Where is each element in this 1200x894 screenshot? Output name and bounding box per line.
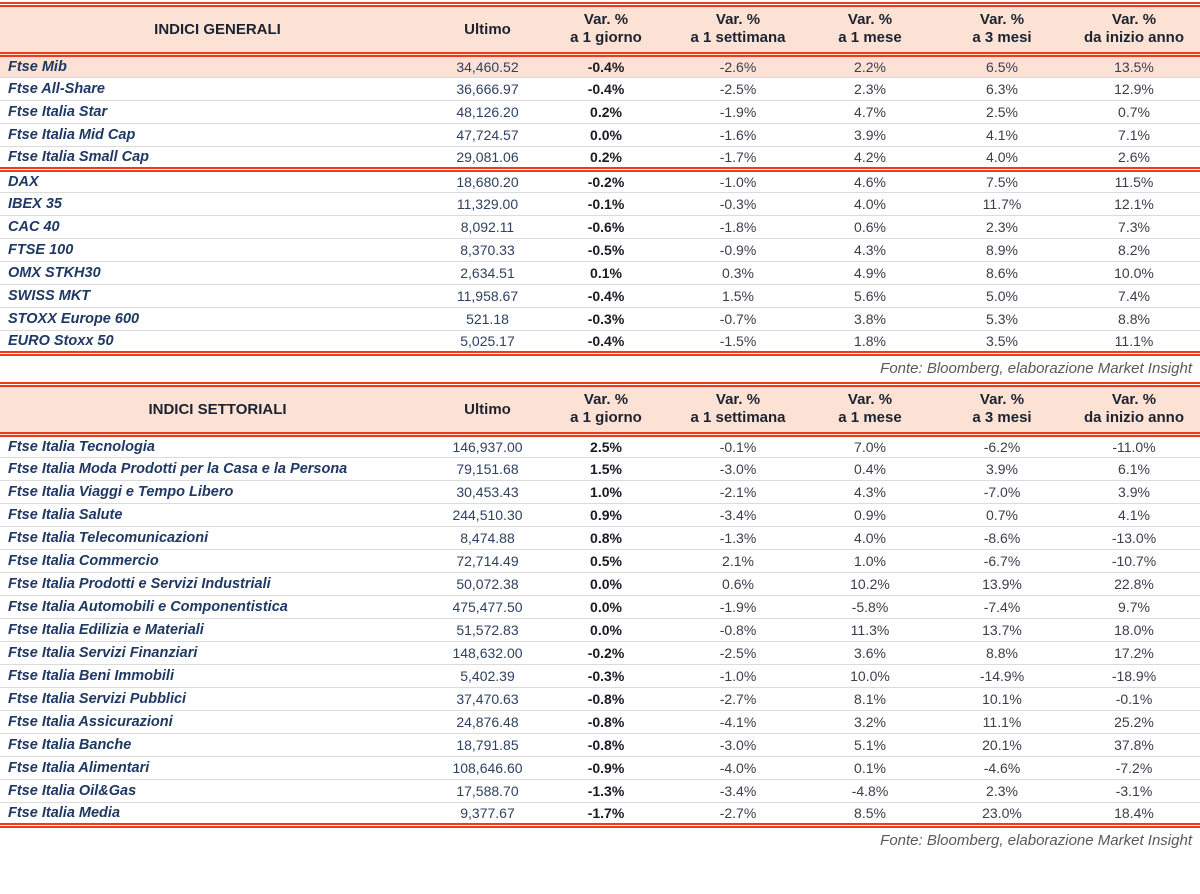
table-row (0, 55, 1200, 78)
column-header-var-1-mese (804, 5, 936, 55)
var-1-giorno-value: 0.5% (540, 550, 672, 573)
index-name: Ftse Italia Assicurazioni (0, 711, 435, 734)
column-header-var-3-mesi (936, 385, 1068, 435)
var-value: 7.5% (936, 170, 1068, 193)
ultimo-value: 11,958.67 (435, 285, 540, 308)
var-label: Var. % (979, 11, 1025, 28)
index-name: Ftse Mib (0, 55, 435, 78)
ultimo-value: 18,680.20 (435, 170, 540, 193)
ultimo-value: 9,377.67 (435, 803, 540, 826)
var-label: Var. % (583, 391, 629, 408)
var-value: -0.1% (672, 435, 804, 458)
var-value: 7.0% (804, 435, 936, 458)
var-value: 3.9% (936, 458, 1068, 481)
table-row (0, 193, 1200, 216)
var-value: -1.3% (672, 527, 804, 550)
var-value: 6.3% (936, 78, 1068, 101)
index-name: OMX STKH30 (0, 262, 435, 285)
var-value: -7.4% (936, 596, 1068, 619)
var-value: -6.2% (936, 435, 1068, 458)
period-label: a 3 mesi (972, 409, 1032, 426)
table-row (0, 665, 1200, 688)
var-1-giorno-value: -1.7% (540, 803, 672, 826)
table-row (0, 734, 1200, 757)
column-header-var-1-settimana (672, 5, 804, 55)
ultimo-value: 30,453.43 (435, 481, 540, 504)
table-row (0, 573, 1200, 596)
var-1-giorno-value: 0.8% (540, 527, 672, 550)
var-value: -14.9% (936, 665, 1068, 688)
var-value: -5.8% (804, 596, 936, 619)
var-value: 13.7% (936, 619, 1068, 642)
var-label: Var. % (1111, 11, 1157, 28)
column-header-var-inizio-anno (1068, 5, 1200, 55)
var-value: -2.7% (672, 688, 804, 711)
var-1-giorno-value: 0.0% (540, 596, 672, 619)
var-value: 11.7% (936, 193, 1068, 216)
period-label: a 1 mese (838, 29, 902, 46)
var-label: Var. % (715, 11, 761, 28)
var-value: -18.9% (1068, 665, 1200, 688)
index-name: EURO Stoxx 50 (0, 331, 435, 354)
period-label: a 1 giorno (570, 29, 642, 46)
var-value: 8.5% (804, 803, 936, 826)
indici-generali-section (0, 2, 1200, 382)
table-row (0, 527, 1200, 550)
var-value: -1.9% (672, 596, 804, 619)
ultimo-value: 146,937.00 (435, 435, 540, 458)
var-value: 4.2% (804, 147, 936, 170)
var-value: 1.5% (672, 285, 804, 308)
var-label: Var. % (1111, 391, 1157, 408)
table-row (0, 803, 1200, 826)
table-row (0, 101, 1200, 124)
var-value: -3.4% (672, 504, 804, 527)
ultimo-value: 244,510.30 (435, 504, 540, 527)
var-value: 7.4% (1068, 285, 1200, 308)
var-value: 18.0% (1068, 619, 1200, 642)
period-label: da inizio anno (1084, 409, 1184, 426)
var-value: 3.6% (804, 642, 936, 665)
ultimo-value: 521.18 (435, 308, 540, 331)
index-name: Ftse All-Share (0, 78, 435, 101)
var-value: 0.6% (804, 216, 936, 239)
source-note: Fonte: Bloomberg, elaborazione Market Insight (880, 832, 1192, 849)
index-name: Ftse Italia Automobili e Componentistica (0, 596, 435, 619)
table-row (0, 504, 1200, 527)
column-header-var-1-settimana (672, 385, 804, 435)
var-value: 9.7% (1068, 596, 1200, 619)
index-name: Ftse Italia Media (0, 803, 435, 826)
var-value: 4.0% (936, 147, 1068, 170)
var-label: Var. % (847, 11, 893, 28)
var-value: -3.0% (672, 734, 804, 757)
var-value: 0.6% (672, 573, 804, 596)
period-label: da inizio anno (1084, 29, 1184, 46)
var-1-giorno-value: -0.4% (540, 78, 672, 101)
var-label: Var. % (715, 391, 761, 408)
var-value: -0.3% (672, 193, 804, 216)
table-row (0, 481, 1200, 504)
table-row (0, 458, 1200, 481)
var-value: 4.9% (804, 262, 936, 285)
var-1-giorno-value: -1.3% (540, 780, 672, 803)
table-row (0, 596, 1200, 619)
ultimo-value: 5,402.39 (435, 665, 540, 688)
var-value: 3.2% (804, 711, 936, 734)
column-header-var-3-mesi (936, 5, 1068, 55)
index-name: DAX (0, 170, 435, 193)
index-name: Ftse Italia Servizi Pubblici (0, 688, 435, 711)
indici-generali-table (0, 2, 1200, 356)
ultimo-value: 34,460.52 (435, 55, 540, 78)
var-1-giorno-value: -0.6% (540, 216, 672, 239)
ultimo-value: 36,666.97 (435, 78, 540, 101)
index-name: CAC 40 (0, 216, 435, 239)
var-1-giorno-value: 2.5% (540, 435, 672, 458)
table-row (0, 285, 1200, 308)
period-label: a 1 settimana (690, 29, 786, 46)
table-row (0, 308, 1200, 331)
index-name: Ftse Italia Mid Cap (0, 124, 435, 147)
var-value: 2.6% (1068, 147, 1200, 170)
table-row (0, 550, 1200, 573)
var-value: 2.1% (672, 550, 804, 573)
var-1-giorno-value: -0.8% (540, 711, 672, 734)
var-label: Var. % (847, 391, 893, 408)
table-row (0, 170, 1200, 193)
var-value: 2.5% (936, 101, 1068, 124)
var-value: -4.1% (672, 711, 804, 734)
table-title: INDICI SETTORIALI (0, 385, 435, 435)
var-value: 13.5% (1068, 55, 1200, 78)
period-label: a 1 giorno (570, 409, 642, 426)
var-value: 7.1% (1068, 124, 1200, 147)
table-row (0, 124, 1200, 147)
var-1-giorno-value: -0.4% (540, 55, 672, 78)
period-label: a 3 mesi (972, 29, 1032, 46)
var-value: 8.2% (1068, 239, 1200, 262)
ultimo-value: 8,474.88 (435, 527, 540, 550)
ultimo-value: 5,025.17 (435, 331, 540, 354)
index-name: Ftse Italia Oil&Gas (0, 780, 435, 803)
var-value: -2.5% (672, 642, 804, 665)
table-header (0, 5, 1200, 55)
index-name: Ftse Italia Commercio (0, 550, 435, 573)
column-header-var-1-giorno (540, 385, 672, 435)
var-value: -7.2% (1068, 757, 1200, 780)
table-row (0, 262, 1200, 285)
table-row (0, 642, 1200, 665)
var-value: 12.1% (1068, 193, 1200, 216)
ultimo-value: 24,876.48 (435, 711, 540, 734)
var-value: 18.4% (1068, 803, 1200, 826)
var-value: -7.0% (936, 481, 1068, 504)
var-value: 0.9% (804, 504, 936, 527)
index-name: Ftse Italia Salute (0, 504, 435, 527)
ultimo-value: 108,646.60 (435, 757, 540, 780)
column-header-var-1-mese (804, 385, 936, 435)
var-value: 4.3% (804, 239, 936, 262)
var-1-giorno-value: -0.2% (540, 170, 672, 193)
var-1-giorno-value: -0.3% (540, 665, 672, 688)
var-value: 20.1% (936, 734, 1068, 757)
table-title: INDICI GENERALI (0, 5, 435, 55)
ultimo-value: 72,714.49 (435, 550, 540, 573)
var-value: 8.1% (804, 688, 936, 711)
var-value: -3.0% (672, 458, 804, 481)
var-value: -1.8% (672, 216, 804, 239)
index-name: STOXX Europe 600 (0, 308, 435, 331)
var-value: 13.9% (936, 573, 1068, 596)
ultimo-value: 51,572.83 (435, 619, 540, 642)
var-1-giorno-value: 0.2% (540, 147, 672, 170)
var-value: 0.4% (804, 458, 936, 481)
var-value: 8.9% (936, 239, 1068, 262)
table-row (0, 147, 1200, 170)
indici-settoriali-section (0, 382, 1200, 854)
var-1-giorno-value: 0.0% (540, 573, 672, 596)
var-1-giorno-value: 0.2% (540, 101, 672, 124)
var-value: -6.7% (936, 550, 1068, 573)
header-row (0, 5, 1200, 55)
index-name: Ftse Italia Edilizia e Materiali (0, 619, 435, 642)
var-value: 8.8% (936, 642, 1068, 665)
index-name: Ftse Italia Small Cap (0, 147, 435, 170)
table-row (0, 216, 1200, 239)
index-name: Ftse Italia Moda Prodotti per la Casa e la Persona (0, 458, 435, 481)
column-header-var-inizio-anno (1068, 385, 1200, 435)
var-value: 17.2% (1068, 642, 1200, 665)
var-value: 2.2% (804, 55, 936, 78)
index-name: Ftse Italia Viaggi e Tempo Libero (0, 481, 435, 504)
var-value: 4.1% (936, 124, 1068, 147)
var-value: -0.8% (672, 619, 804, 642)
ultimo-value: 47,724.57 (435, 124, 540, 147)
ultimo-value: 11,329.00 (435, 193, 540, 216)
var-value: 11.3% (804, 619, 936, 642)
index-name: IBEX 35 (0, 193, 435, 216)
var-value: 5.3% (936, 308, 1068, 331)
var-value: 0.7% (1068, 101, 1200, 124)
var-value: 22.8% (1068, 573, 1200, 596)
var-value: 1.8% (804, 331, 936, 354)
ultimo-value: 148,632.00 (435, 642, 540, 665)
var-value: 3.9% (804, 124, 936, 147)
var-value: -2.6% (672, 55, 804, 78)
table-row (0, 331, 1200, 354)
var-value: 25.2% (1068, 711, 1200, 734)
ultimo-value: 2,634.51 (435, 262, 540, 285)
var-value: 4.1% (1068, 504, 1200, 527)
var-value: 4.7% (804, 101, 936, 124)
ultimo-value: 17,588.70 (435, 780, 540, 803)
column-header-var-1-giorno (540, 5, 672, 55)
var-1-giorno-value: 0.0% (540, 619, 672, 642)
ultimo-value: 79,151.68 (435, 458, 540, 481)
table-row (0, 435, 1200, 458)
table-row (0, 757, 1200, 780)
var-value: 8.6% (936, 262, 1068, 285)
source-note: Fonte: Bloomberg, elaborazione Market Insight (880, 360, 1192, 377)
var-value: -4.8% (804, 780, 936, 803)
var-1-giorno-value: 1.0% (540, 481, 672, 504)
header-row (0, 385, 1200, 435)
var-value: 10.2% (804, 573, 936, 596)
var-1-giorno-value: -0.5% (540, 239, 672, 262)
index-name: SWISS MKT (0, 285, 435, 308)
ultimo-value: 37,470.63 (435, 688, 540, 711)
var-value: 0.7% (936, 504, 1068, 527)
var-value: 0.3% (672, 262, 804, 285)
var-value: -2.1% (672, 481, 804, 504)
table-body (0, 435, 1200, 826)
var-value: -1.0% (672, 665, 804, 688)
var-value: 4.6% (804, 170, 936, 193)
period-label: a 1 settimana (690, 409, 786, 426)
var-1-giorno-value: -0.3% (540, 308, 672, 331)
var-1-giorno-value: 0.0% (540, 124, 672, 147)
var-value: 23.0% (936, 803, 1068, 826)
table-row (0, 688, 1200, 711)
ultimo-value: 29,081.06 (435, 147, 540, 170)
var-value: 7.3% (1068, 216, 1200, 239)
index-name: Ftse Italia Tecnologia (0, 435, 435, 458)
var-value: 3.8% (804, 308, 936, 331)
var-value: -2.7% (672, 803, 804, 826)
period-label: a 1 mese (838, 409, 902, 426)
var-value: 10.0% (804, 665, 936, 688)
var-value: 6.5% (936, 55, 1068, 78)
var-value: -10.7% (1068, 550, 1200, 573)
var-value: 10.1% (936, 688, 1068, 711)
var-value: 37.8% (1068, 734, 1200, 757)
var-1-giorno-value: -0.8% (540, 688, 672, 711)
var-value: -0.9% (672, 239, 804, 262)
var-value: -3.1% (1068, 780, 1200, 803)
var-1-giorno-value: 0.1% (540, 262, 672, 285)
var-1-giorno-value: -0.9% (540, 757, 672, 780)
var-1-giorno-value: 0.9% (540, 504, 672, 527)
var-label: Var. % (979, 391, 1025, 408)
var-1-giorno-value: -0.4% (540, 285, 672, 308)
var-value: 5.0% (936, 285, 1068, 308)
var-value: 4.0% (804, 193, 936, 216)
index-name: Ftse Italia Prodotti e Servizi Industriali (0, 573, 435, 596)
var-value: -8.6% (936, 527, 1068, 550)
index-name: Ftse Italia Servizi Finanziari (0, 642, 435, 665)
indici-settoriali-table (0, 382, 1200, 828)
var-value: -3.4% (672, 780, 804, 803)
var-value: -4.6% (936, 757, 1068, 780)
var-value: 3.9% (1068, 481, 1200, 504)
var-value: 11.1% (1068, 331, 1200, 354)
var-value: 1.0% (804, 550, 936, 573)
var-value: -1.7% (672, 147, 804, 170)
var-value: 6.1% (1068, 458, 1200, 481)
table-row (0, 780, 1200, 803)
var-label: Var. % (583, 11, 629, 28)
ultimo-value: 18,791.85 (435, 734, 540, 757)
var-value: 11.1% (936, 711, 1068, 734)
var-value: 11.5% (1068, 170, 1200, 193)
ultimo-value: 50,072.38 (435, 573, 540, 596)
var-value: -0.1% (1068, 688, 1200, 711)
var-1-giorno-value: 1.5% (540, 458, 672, 481)
var-1-giorno-value: -0.2% (540, 642, 672, 665)
var-1-giorno-value: -0.1% (540, 193, 672, 216)
var-value: 2.3% (804, 78, 936, 101)
var-value: -1.9% (672, 101, 804, 124)
table-header (0, 385, 1200, 435)
var-value: 12.9% (1068, 78, 1200, 101)
var-value: 4.0% (804, 527, 936, 550)
var-value: -1.6% (672, 124, 804, 147)
var-value: -2.5% (672, 78, 804, 101)
index-name: FTSE 100 (0, 239, 435, 262)
var-value: 8.8% (1068, 308, 1200, 331)
var-value: 2.3% (936, 216, 1068, 239)
ultimo-value: 475,477.50 (435, 596, 540, 619)
index-name: Ftse Italia Beni Immobili (0, 665, 435, 688)
ultimo-value: 8,370.33 (435, 239, 540, 262)
index-name: Ftse Italia Banche (0, 734, 435, 757)
var-value: -11.0% (1068, 435, 1200, 458)
var-value: -1.5% (672, 331, 804, 354)
index-name: Ftse Italia Star (0, 101, 435, 124)
column-header-ultimo: Ultimo (435, 385, 540, 435)
var-value: 4.3% (804, 481, 936, 504)
var-value: 10.0% (1068, 262, 1200, 285)
var-value: 5.6% (804, 285, 936, 308)
table-row (0, 711, 1200, 734)
var-value: -4.0% (672, 757, 804, 780)
var-1-giorno-value: -0.4% (540, 331, 672, 354)
column-header-ultimo: Ultimo (435, 5, 540, 55)
table-row (0, 239, 1200, 262)
var-1-giorno-value: -0.8% (540, 734, 672, 757)
var-value: -13.0% (1068, 527, 1200, 550)
ultimo-value: 8,092.11 (435, 216, 540, 239)
table-body (0, 55, 1200, 354)
ultimo-value: 48,126.20 (435, 101, 540, 124)
var-value: -0.7% (672, 308, 804, 331)
var-value: 2.3% (936, 780, 1068, 803)
table-row (0, 619, 1200, 642)
var-value: 5.1% (804, 734, 936, 757)
var-value: 0.1% (804, 757, 936, 780)
var-value: -1.0% (672, 170, 804, 193)
index-name: Ftse Italia Telecomunicazioni (0, 527, 435, 550)
table-row (0, 78, 1200, 101)
index-name: Ftse Italia Alimentari (0, 757, 435, 780)
var-value: 3.5% (936, 331, 1068, 354)
